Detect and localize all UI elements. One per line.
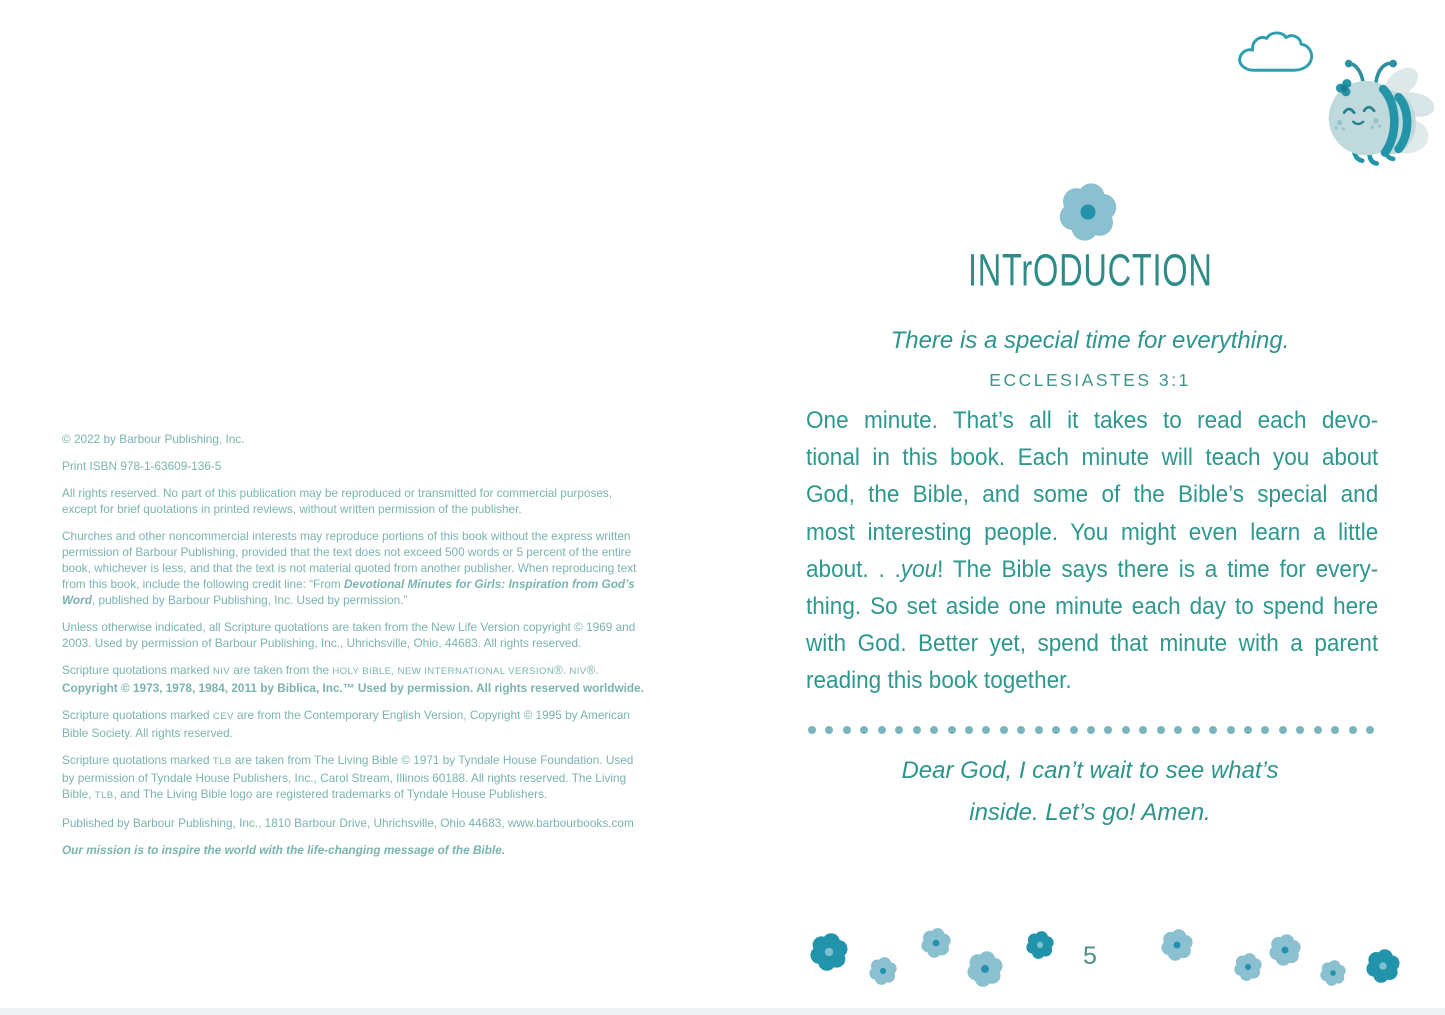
text-segment: © 2022 by Barbour Publishing, Inc. (62, 432, 245, 446)
text-segment: TLB (94, 790, 114, 801)
separator-dot (843, 726, 851, 734)
page-number: 5 (1083, 942, 1097, 970)
verse-reference: ECCLESIASTES 3:1 (989, 370, 1191, 390)
copyright-paragraph (62, 619, 646, 651)
flower-icon (921, 928, 951, 958)
flower-icon (1320, 960, 1346, 986)
flower-icon (1161, 929, 1193, 961)
separator-dot (1139, 726, 1147, 734)
separator-dot (1366, 726, 1374, 734)
flower-icon (869, 957, 897, 985)
text-segment: are taken from The Living Bible © 1971 by Tyndale House Foundation. Used by permission of Tyndale House Publishers, Inc., Carol Stream, Illinois 60188. All rights reserved. The Living Bible, (62, 753, 634, 801)
flower-icon (1026, 931, 1054, 959)
intro-body (806, 407, 1378, 705)
separator-dot (895, 726, 903, 734)
text-segment: Copyright © 1973, 1978, 1984, 2011 by Biblica, Inc.™ Used by permission. All rights reserved worldwide. (62, 681, 644, 695)
separator-dot (930, 726, 938, 734)
separator-dot (1279, 726, 1287, 734)
copyright-paragraph (62, 485, 646, 517)
page-title-text: INTrODUCTION (967, 245, 1213, 296)
text-segment: TLB (212, 756, 232, 767)
separator-dot (1227, 726, 1235, 734)
verse-text: There is a special time for everything. (890, 327, 1290, 354)
text-segment: NIV (212, 666, 231, 677)
separator-dot (913, 726, 921, 734)
intro-body-line: thing. So set aside one minute each day to spend here (806, 592, 1379, 620)
separator-dot (1070, 726, 1078, 734)
emphasized-word: you (900, 555, 938, 583)
separator-dot (1296, 726, 1304, 734)
bee-icon (1316, 48, 1434, 175)
intro-body-line: tional in this book. Each minute will teach you about (806, 444, 1379, 472)
intro-body-line: God, the Bible, and some of the Bible’s special and (806, 481, 1379, 509)
text-segment: are taken from the (230, 663, 333, 677)
page-title (790, 246, 1390, 296)
text-segment: Scripture quotations marked (62, 663, 213, 677)
copyright-paragraph (62, 842, 646, 858)
flower-icon (810, 933, 848, 971)
separator-dot (1052, 726, 1060, 734)
copyright-paragraph (62, 431, 646, 447)
intro-body-line: about. . .you! The Bible says there is a time for every- (806, 555, 1379, 583)
separator-dot (1017, 726, 1025, 734)
prayer-line: inside. Let’s go! Amen. (969, 799, 1211, 826)
separator-dot (808, 726, 816, 734)
text-segment: NIV (569, 666, 587, 677)
separator-dot (860, 726, 868, 734)
copyright-paragraph (62, 815, 646, 831)
copyright-paragraph (62, 662, 646, 696)
separator-dot (1314, 726, 1322, 734)
separator-dot (982, 726, 990, 734)
text-segment: ®. (586, 663, 599, 677)
text-segment: CEV (212, 711, 234, 722)
text-segment: Devotional Minutes for Girls: Inspiration from God’s Word (62, 577, 635, 607)
separator-dot (1349, 726, 1357, 734)
text-segment: Scripture quotations marked (62, 753, 213, 767)
separator-dot (1157, 726, 1165, 734)
text-segment: Our mission is to inspire the world with the life-changing message of the Bible. (62, 843, 506, 857)
intro-body-line: One minute. That’s all it takes to read each devo- (806, 407, 1379, 434)
separator-dot (965, 726, 973, 734)
separator-dot (1122, 726, 1130, 734)
text-segment: HOLY BIBLE, NEW INTERNATIONAL VERSION (332, 666, 555, 677)
prayer-line: Dear God, I can’t wait to see what’s (901, 757, 1279, 784)
copyright-paragraph (62, 752, 646, 804)
flower-icon (967, 951, 1003, 987)
text-segment: , and The Living Bible logo are registered trademarks of Tyndale House Publishers. (113, 787, 548, 801)
separator-dot (1174, 726, 1182, 734)
dotted-separator (808, 726, 1374, 734)
text-segment: ®. (554, 663, 570, 677)
intro-body-line: with God. Better yet, spend that minute with a parent (806, 630, 1379, 658)
separator-dot (1261, 726, 1269, 734)
text-segment: All rights reserved. No part of this publication may be reproduced or transmitted for commercial purposes, except for brief quotations in printed reviews, without written permission of the publisher. (62, 486, 613, 516)
copyright-block (62, 431, 646, 869)
separator-dot (1035, 726, 1043, 734)
copyright-paragraph (62, 707, 646, 741)
separator-dot (878, 726, 886, 734)
flower-icon (1366, 949, 1400, 983)
separator-dot (1244, 726, 1252, 734)
separator-dot (948, 726, 956, 734)
flower-icon (1234, 953, 1262, 981)
separator-dot (1000, 726, 1008, 734)
separator-dot (1104, 726, 1112, 734)
separator-dot (1087, 726, 1095, 734)
text-segment: Churches and other noncommercial interests may reproduce portions of this book without the express written permission of Barbour Publishing, provided that the text does not exceed 500 words or 5 percent of the entire book, whichever is less, and that the text is not material quoted from another publisher. When reproducing text from this book, include the following credit line: “From (62, 529, 637, 591)
flower-icon (1269, 934, 1301, 966)
text-segment: Unless otherwise indicated, all Scripture quotations are taken from the New Life Version copyright © 1969 and 2003. Used by permission of Barbour Publishing, Inc., Uhrichsville, Ohio, 44683. All rights reserved. (62, 620, 636, 650)
text-segment: are from the Contemporary English Version, Copyright © 1995 by American Bible Society. All rights reserved. (62, 708, 630, 740)
intro-body-line: most interesting people. You might even learn a little (806, 518, 1379, 546)
text-segment: Published by Barbour Publishing, Inc., 1810 Barbour Drive, Uhrichsville, Ohio 44683, www.barbourbooks.com (62, 816, 634, 830)
copyright-paragraph (62, 528, 646, 608)
intro-body-line: reading this book together. (806, 667, 1072, 695)
separator-dot (1331, 726, 1339, 734)
separator-dot (825, 726, 833, 734)
text-segment: Print ISBN 978-1-63609-136-5 (62, 459, 222, 473)
copyright-paragraph (62, 458, 646, 474)
separator-dot (1192, 726, 1200, 734)
cloud-icon (1234, 30, 1318, 87)
separator-dot (1209, 726, 1217, 734)
text-segment: Scripture quotations marked (62, 708, 213, 722)
flower-icon (1059, 183, 1117, 241)
text-segment: , published by Barbour Publishing, Inc. Used by permission.” (91, 593, 408, 607)
